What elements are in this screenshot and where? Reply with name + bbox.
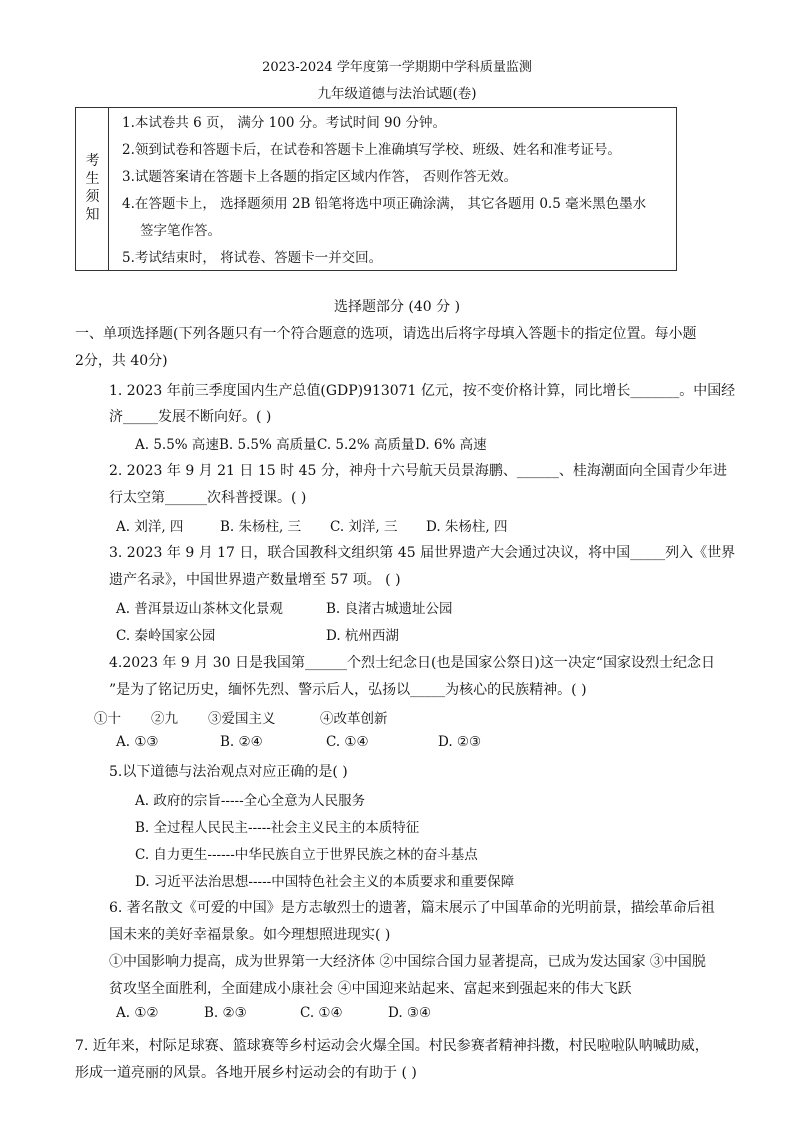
- option-d: D. 朱杨柱, 四: [426, 519, 508, 535]
- notice-label-char: 知: [85, 207, 100, 223]
- notice-item: 4.在答题卡上， 选择题须用 2B 铅笔将选中项正确涂满， 其它各题用 0.5 毫米黑色墨水: [122, 196, 647, 212]
- option-b: B. ②④: [220, 734, 263, 750]
- option-c: C. ①④: [300, 1005, 343, 1021]
- notice-item: 签字笔作答。: [140, 223, 221, 239]
- option-d: D. ③④: [388, 1005, 432, 1021]
- question-3-text: 遗产名录》，中国世界遗产数量增至 57 项。 ( ): [109, 572, 401, 588]
- notice-item: 1.本试卷共 6 页， 满分 100 分。考试时间 90 分钟。: [122, 115, 446, 131]
- question-1-text: 1. 2023 年前三季度国内生产总值(GDP)913071 亿元，按不变价格计算，同比增长_______。中国经: [109, 383, 736, 399]
- item-4: ④改革创新: [320, 711, 388, 727]
- notice-item: 5.考试结束时， 将试卷、答题卡一并交回。: [122, 250, 383, 266]
- question-6-text: 6. 著名散文《可爱的中国》是方志敏烈士的遗著，篇末展示了中国革命的光明前景，描绘革命后祖: [109, 900, 715, 916]
- option-c: C. 刘洋, 三: [330, 519, 398, 535]
- option-a: A. 刘洋, 四: [116, 519, 184, 535]
- notice-item: 3.试题答案请在答题卡上各题的指定区域内作答， 否则作答无效。: [122, 169, 518, 185]
- option-c: C. 5.2% 高质量: [317, 437, 415, 453]
- notice-label-char: 生: [85, 171, 100, 187]
- option-a: A. ①③: [116, 734, 159, 750]
- option-a: A. 普洱景迈山茶林文化景观: [116, 601, 283, 617]
- option-a: A. ①②: [116, 1005, 159, 1021]
- question-2-text: 2. 2023 年 9 月 21 日 15 时 45 分，神舟十六号航天员景海鹏、______、桂海潮面向全国青少年进: [109, 463, 727, 479]
- item-3: ③爱国主义: [208, 711, 276, 727]
- question-5-text: 5.以下道德与法治观点对应正确的是( ): [109, 764, 348, 780]
- item-1: ①十: [94, 711, 121, 727]
- question-2-text: 行太空第______次科普授课。( ): [109, 490, 307, 506]
- question-6-text: 贫攻坚全面胜利，全面建成小康社会 ④中国迎来站起来、富起来到强起来的伟大飞跃: [109, 981, 632, 997]
- question-5-option-b: B. 全过程人民民主-----社会主义民主的本质特征: [135, 820, 420, 836]
- question-4-text: 4.2023 年 9 月 30 日是我国第______个烈士纪念日(也是国家公祭日)这一决定“国家设烈士纪念日: [109, 655, 716, 671]
- option-b: B. ②③: [204, 1005, 247, 1021]
- notice-label-char: 须: [85, 189, 100, 205]
- option-b: B. 朱杨柱, 三: [220, 519, 302, 535]
- notice-label-char: 考: [85, 153, 100, 169]
- option-c: C. ①④: [326, 734, 369, 750]
- question-6-text: 国未来的美好幸福景象。如今理想照进现实( ): [109, 927, 391, 943]
- question-5-option-a: A. 政府的宗旨-----全心全意为人民服务: [135, 793, 366, 809]
- option-d: D. 杭州西湖: [326, 628, 399, 644]
- question-7-text: 形成一道亮丽的风景。各地开展乡村运动会的有助于 ( ): [75, 1065, 417, 1081]
- question-5-option-c: C. 自力更生------中华民族自立于世界民族之林的奋斗基点: [135, 847, 478, 863]
- option-d: D. 6% 高速: [415, 437, 487, 453]
- question-1-text: 济_____发展不断向好。( ): [109, 409, 272, 425]
- option-b: B. 5.5% 高质量: [219, 437, 317, 453]
- question-3-text: 3. 2023 年 9 月 17 日，联合国教科文组织第 45 届世界遗产大会通过决议，将中国_____列入《世界: [109, 545, 736, 561]
- notice-box: [75, 107, 677, 271]
- question-6-text: ①中国影响力提高，成为世界第一大经济体 ②中国综合国力显著提高，已成为发达国家 ③中国脱: [109, 954, 706, 970]
- notice-item: 2.领到试卷和答题卡后，在试卷和答题卡上准确填写学校、班级、姓名和准考证号。: [122, 142, 621, 158]
- section-instruction: 2分，共 40分): [75, 353, 168, 369]
- section-title: 选择题部分 (40 分 ): [333, 299, 461, 315]
- option-d: D. ②③: [438, 734, 482, 750]
- exam-title: 2023-2024 学年度第一学期期中学科质量监测: [262, 60, 532, 75]
- notice-label: [85, 152, 100, 224]
- exam-subtitle: 九年级道德与法治试题(卷): [317, 86, 477, 102]
- question-7-text: 7. 近年来，村际足球赛、篮球赛等乡村运动会火爆全国。村民参赛者精神抖擞，村民啦啦队呐喊助威，: [75, 1038, 709, 1054]
- option-b: B. 良渚古城遗址公园: [326, 601, 453, 617]
- section-instruction: 一、单项选择题(下列各题只有一个符合题意的选项，请选出后将字母填入答题卡的指定位置。每小题: [75, 326, 697, 342]
- notice-label-cell: [76, 108, 109, 270]
- item-2: ②九: [151, 711, 178, 727]
- question-4-text: ”是为了铭记历史，缅怀先烈、警示后人，弘扬以_____为核心的民族精神。( ): [109, 682, 587, 698]
- option-a: A. 5.5% 高速: [135, 437, 219, 453]
- question-5-option-d: D. 习近平法治思想-----中国特色社会主义的本质要求和重要保障: [135, 874, 515, 890]
- option-c: C. 秦岭国家公园: [116, 628, 216, 644]
